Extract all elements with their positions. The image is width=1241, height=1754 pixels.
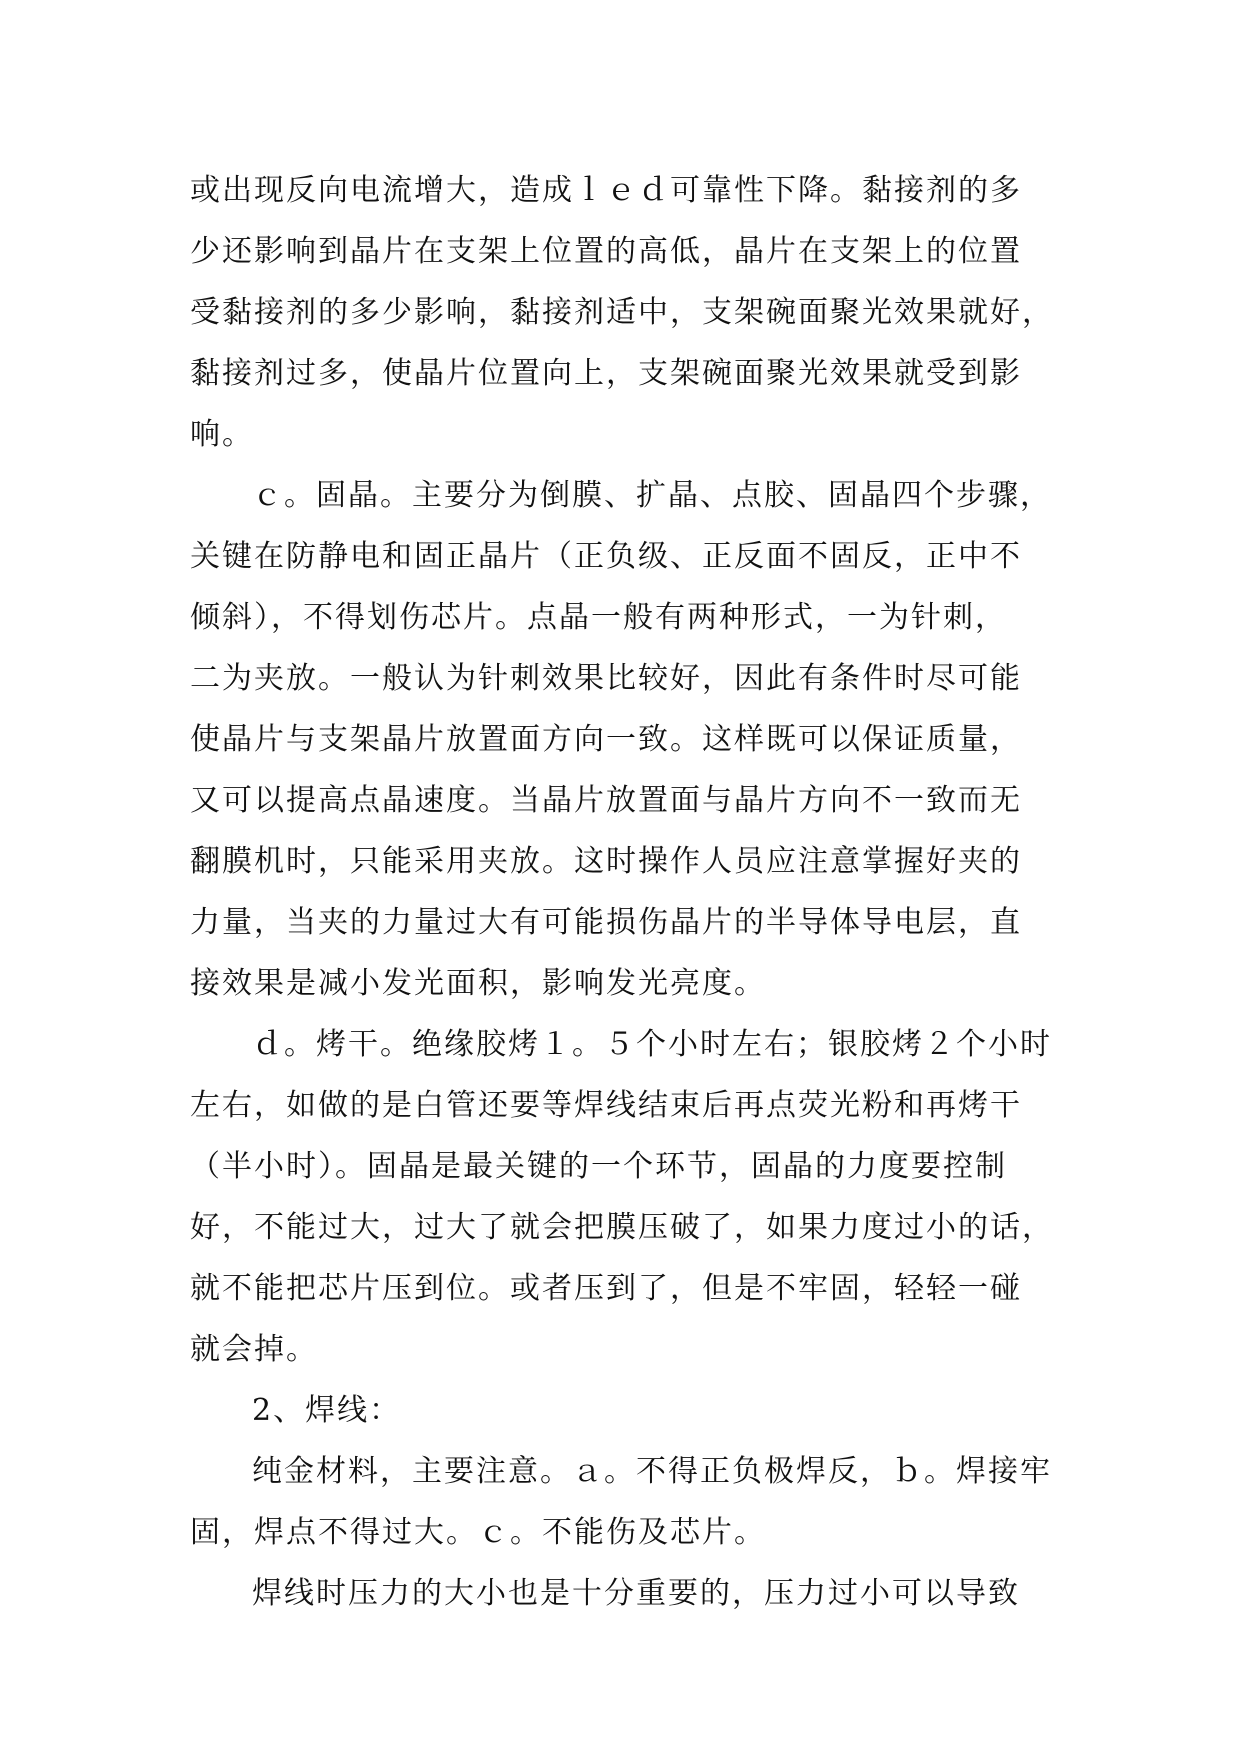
text-line: 又可以提高点晶速度。当晶片放置面与晶片方向不一致而无 bbox=[190, 783, 1022, 818]
section-heading: 2、焊线： bbox=[252, 1393, 402, 1428]
text-line: 少还影响到晶片在支架上位置的高低，晶片在支架上的位置 bbox=[190, 234, 1022, 269]
text-line: 接效果是减小发光面积，影响发光亮度。 bbox=[190, 966, 766, 1001]
paragraph-start-line: ｄ。烤干。绝缘胶烤１。５个小时左右；银胶烤２个小时 bbox=[252, 1027, 1052, 1062]
text-line: 就不能把芯片压到位。或者压到了，但是不牢固，轻轻一碰 bbox=[190, 1271, 1022, 1306]
text-line: 力量，当夹的力量过大有可能损伤晶片的半导体导电层，直 bbox=[190, 905, 1022, 940]
text-line: 关键在防静电和固正晶片（正负级、正反面不固反，正中不 bbox=[190, 539, 1022, 574]
paragraph-start-line: 纯金材料，主要注意。ａ。不得正负极焊反，ｂ。焊接牢 bbox=[252, 1454, 1052, 1489]
text-line: （半小时）。固晶是最关键的一个环节，固晶的力度要控制 bbox=[190, 1149, 1007, 1184]
text-line: 好，不能过大，过大了就会把膜压破了，如果力度过小的话， bbox=[190, 1210, 1054, 1245]
paragraph-start-line: ｃ。固晶。主要分为倒膜、扩晶、点胶、固晶四个步骤， bbox=[252, 478, 1052, 513]
text-line: 左右，如做的是白管还要等焊线结束后再点荧光粉和再烤干 bbox=[190, 1088, 1022, 1123]
body-text bbox=[190, 160, 1070, 1624]
text-line: 倾斜），不得划伤芯片。点晶一般有两种形式，一为针刺， bbox=[190, 600, 1007, 635]
text-line: 响。 bbox=[190, 417, 254, 452]
text-line: 使晶片与支架晶片放置面方向一致。这样既可以保证质量， bbox=[190, 722, 1022, 757]
text-line: 固，焊点不得过大。ｃ。不能伤及芯片。 bbox=[190, 1515, 766, 1550]
text-line: 就会掉。 bbox=[190, 1332, 318, 1367]
text-line: 或出现反向电流增大，造成ｌｅｄ可靠性下降。黏接剂的多 bbox=[190, 173, 1022, 208]
paragraph-start-line: 焊线时压力的大小也是十分重要的，压力过小可以导致 bbox=[252, 1576, 1020, 1611]
text-line: 受黏接剂的多少影响，黏接剂适中，支架碗面聚光效果就好， bbox=[190, 295, 1054, 330]
text-line: 翻膜机时，只能采用夹放。这时操作人员应注意掌握好夹的 bbox=[190, 844, 1022, 879]
text-line: 黏接剂过多，使晶片位置向上，支架碗面聚光效果就受到影 bbox=[190, 356, 1022, 391]
text-line: 二为夹放。一般认为针刺效果比较好，因此有条件时尽可能 bbox=[190, 661, 1022, 696]
